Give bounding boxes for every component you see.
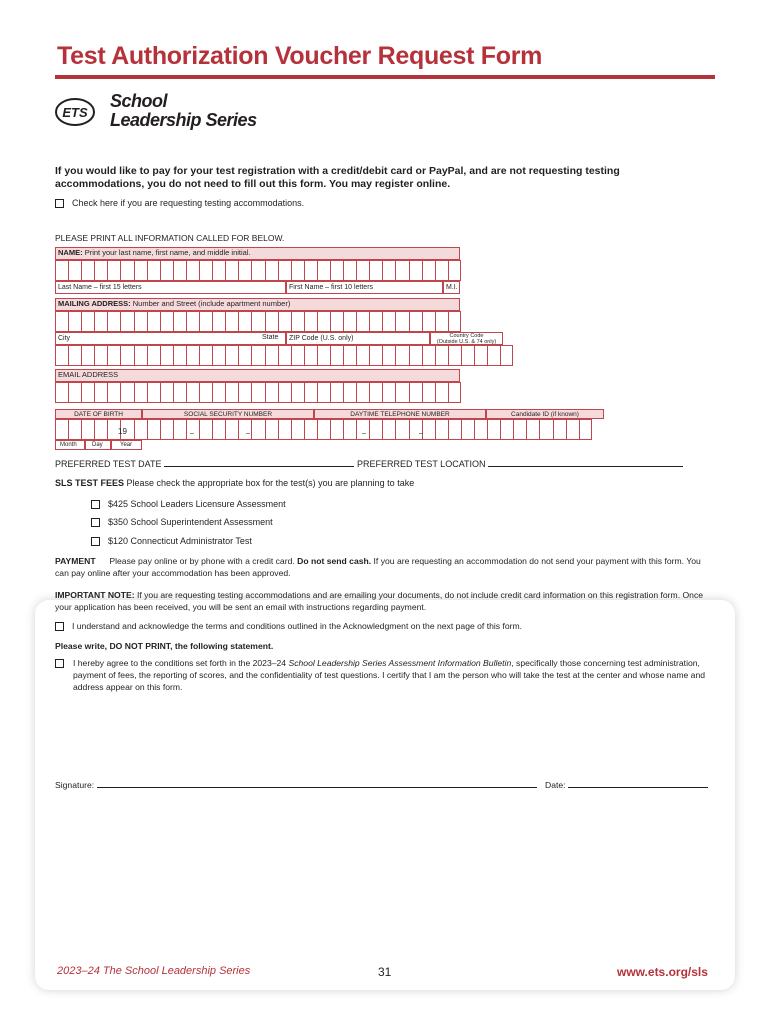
important-text: If you are requesting testing accommodations and are emailing your documents, do not include credit card information on this registration form. Once your application has been received, you will be sent an email with instructions regarding payment.: [55, 590, 704, 612]
date-label: Date:: [545, 780, 566, 790]
fees-instruction: Please check the appropriate box for the test(s) you are planning to take: [126, 478, 415, 488]
signature-line[interactable]: [97, 787, 537, 788]
city-state-zip-cells[interactable]: [55, 345, 513, 366]
preferred-date-line[interactable]: [164, 466, 354, 467]
fee-option-cat: [91, 536, 252, 546]
acknowledge-label: I understand and acknowledge the terms and conditions outlined in the Acknowledgment on the next page of this form.: [72, 621, 523, 631]
agreement-text: [73, 657, 715, 693]
address-instruction: Number and Street (include apartment number): [132, 299, 291, 308]
middle-initial-caption: M.I.: [443, 281, 460, 294]
phone-dash-1: –: [362, 430, 366, 437]
ets-logo: [55, 97, 97, 127]
dob-month-caption: Month: [55, 440, 85, 450]
email-section-header: EMAIL ADDRESS: [55, 369, 460, 382]
name-instruction: Print your last name, first name, and middle initial.: [84, 248, 251, 257]
last-name-caption: Last Name – first 15 letters: [55, 281, 286, 294]
preferred-location-line[interactable]: [488, 466, 683, 467]
footer-series: 2023–24 The School Leadership Series: [57, 965, 251, 977]
brand-line2: Leadership Series: [110, 110, 257, 130]
fee-option-slla: [91, 499, 286, 509]
signature-label: Signature:: [55, 780, 95, 790]
dob-day-caption: Day: [85, 440, 111, 450]
fee-label-cat: $120 Connecticut Administrator Test: [108, 536, 252, 546]
print-all-note: PLEASE PRINT ALL INFORMATION CALLED FOR BELOW.: [55, 233, 285, 243]
fee-option-ssa: [91, 517, 273, 527]
accommodations-checkbox[interactable]: [55, 199, 64, 208]
footer-url[interactable]: www.ets.org/sls: [617, 965, 708, 979]
brand-line1: School: [110, 91, 168, 111]
ssn-dash-1: –: [190, 430, 194, 437]
fee-checkbox-slla[interactable]: [91, 500, 100, 509]
acknowledge-row: [55, 621, 522, 631]
city-caption: City: [55, 332, 286, 345]
fee-checkbox-cat[interactable]: [91, 537, 100, 546]
zip-caption: ZIP Code (U.S. only): [286, 332, 430, 345]
country-label: Country Code: [449, 333, 484, 339]
dob-header: DATE OF BIRTH: [55, 409, 142, 419]
page-title: Test Authorization Voucher Request Form: [57, 42, 543, 70]
signature-row: [55, 780, 537, 790]
agreement-checkbox[interactable]: [55, 659, 64, 668]
fee-label-ssa: $350 School Superintendent Assessment: [108, 517, 273, 527]
ssn-header: SOCIAL SECURITY NUMBER: [142, 409, 314, 419]
fees-heading: [55, 478, 414, 488]
write-statement: Please write, DO NOT PRINT, the following statement.: [55, 641, 274, 651]
state-caption: State: [262, 334, 279, 341]
name-label: NAME:: [58, 248, 83, 257]
street-cells[interactable]: [55, 311, 461, 332]
fees-label: SLS TEST FEES: [55, 478, 125, 488]
accommodations-label: Check here if you are requesting testing accommodations.: [72, 198, 305, 208]
agreement-text-a: I hereby agree to the conditions set forth in the 2023–24: [73, 658, 287, 668]
country-sublabel: (Outside U.S. & 74 only): [436, 339, 497, 345]
preferred-location-row: [357, 459, 683, 469]
logo-mark: ETS: [62, 105, 88, 120]
fee-checkbox-ssa[interactable]: [91, 518, 100, 527]
page-number: 31: [378, 965, 392, 979]
first-name-caption: First Name – first 10 letters: [286, 281, 443, 294]
bulletin-title: School Leadership Series Assessment Information Bulletin: [288, 658, 512, 668]
address-label: MAILING ADDRESS:: [58, 299, 131, 308]
address-section-header: [55, 298, 460, 311]
name-cells[interactable]: [55, 260, 461, 281]
date-line[interactable]: [568, 787, 708, 788]
acknowledge-checkbox[interactable]: [55, 622, 64, 631]
payment-text-b: If you are requesting an accommodation do not send your payment with this form. You can pay online after your accommodation has been approved.: [55, 556, 701, 578]
phone-header: DAYTIME TELEPHONE NUMBER: [314, 409, 486, 419]
dob-ssn-phone-id-cells[interactable]: [55, 419, 592, 440]
ssn-dash-2: –: [246, 430, 250, 437]
accommodations-row: [55, 198, 304, 208]
fee-label-slla: $425 School Leaders Licensure Assessment: [108, 499, 286, 509]
country-caption: [430, 332, 503, 345]
email-cells[interactable]: [55, 382, 461, 403]
date-row: [545, 780, 708, 790]
brand-name: [110, 92, 257, 130]
title-rule: [55, 75, 715, 79]
important-label: IMPORTANT NOTE:: [55, 590, 135, 600]
dob-century: 19: [118, 427, 127, 436]
name-section-header: [55, 247, 460, 260]
preferred-location-label: PREFERRED TEST LOCATION: [357, 459, 486, 469]
payment-no-cash: Do not send cash.: [297, 556, 372, 566]
candidate-id-header: Candidate ID (if known): [486, 409, 604, 419]
preferred-date-row: [55, 459, 354, 469]
dob-year-caption: Year: [111, 440, 142, 450]
agreement-text-b: , specifically those concerning test administration, payment of fees, the reporting of scores, and the confidentiality of test questions. I certify that I am the person who will take the test at the center and whose name and address appear on this form.: [73, 658, 705, 692]
phone-dash-2: –: [419, 430, 423, 437]
payment-text-a: Please pay online or by phone with a credit card.: [109, 556, 295, 566]
preferred-date-label: PREFERRED TEST DATE: [55, 459, 162, 469]
payment-paragraph: [55, 555, 715, 579]
intro-text: If you would like to pay for your test registration with a credit/debit card or PayPal, and are not requesting testing accommodations, you do not need to fill out this form. You may register online.: [55, 165, 620, 190]
payment-label: PAYMENT: [55, 556, 96, 566]
important-note: [55, 589, 715, 613]
